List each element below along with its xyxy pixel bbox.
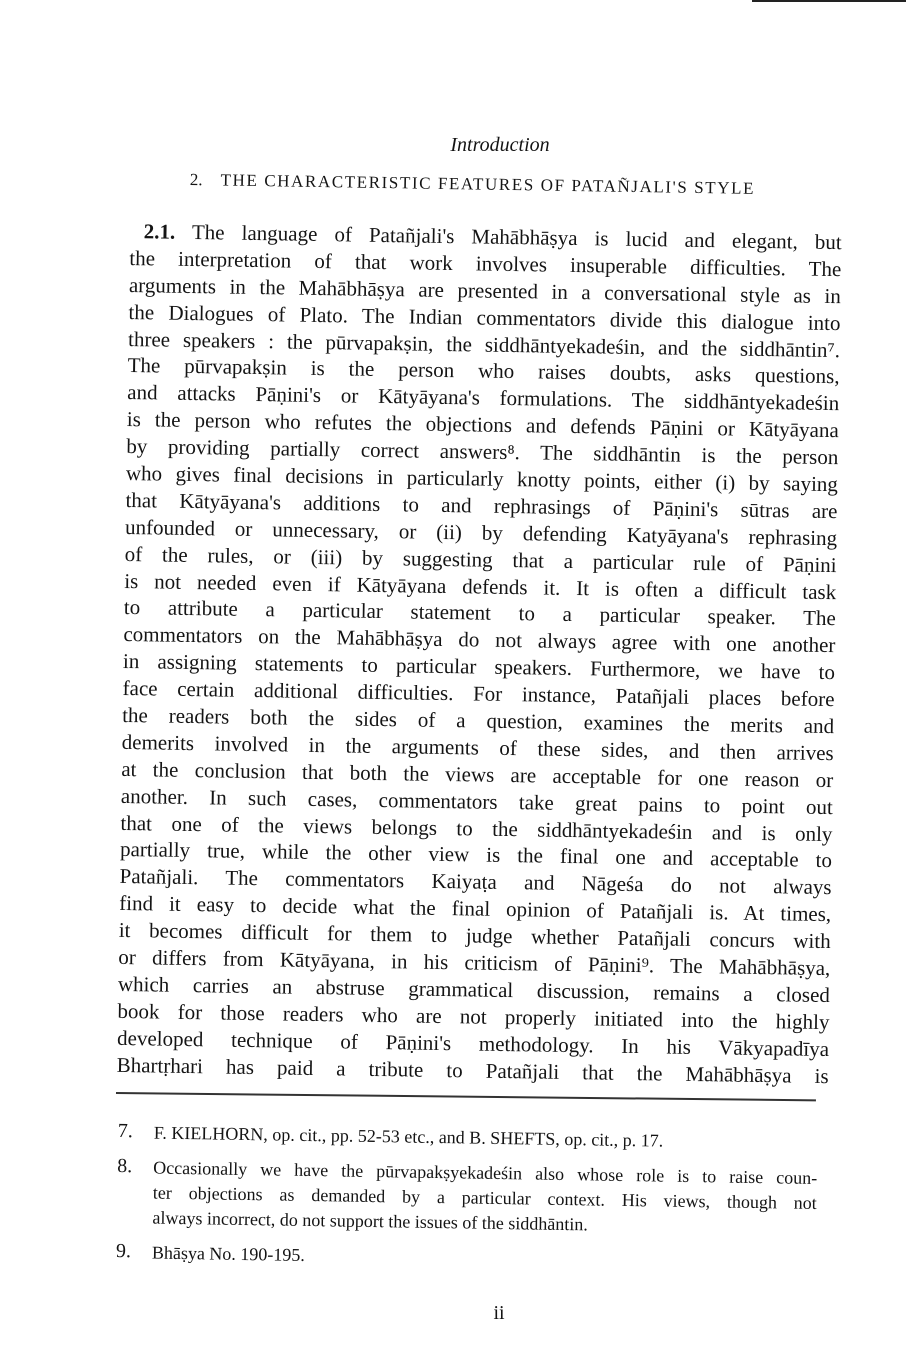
footnote-number: 7. [117, 1120, 133, 1143]
paragraph-line: arguments in the Mahābhāṣya are presented in a conversational style as in [128, 272, 842, 308]
paragraph-line: is the person who refutes the objections and defends Pāṇini or Kātyāyana [126, 407, 839, 443]
scan-edge-line [752, 0, 906, 2]
paragraph-line: partially true, while the other view is the final one and acceptable to [119, 837, 833, 873]
paragraph-line: of the rules, or (iii) by suggesting that a particular rule of Pāṇini [124, 541, 837, 577]
paragraph-line: it becomes difficult for them to judge whether Patañjali concurs with [118, 918, 831, 954]
section-number: 2. [189, 170, 203, 190]
paragraph-line: demerits involved in the arguments of these sides, and then arrives [121, 729, 834, 766]
footnote-divider [116, 1092, 816, 1101]
paragraph-line: by providing partially correct answers⁸. The siddhāntin is the person [126, 434, 839, 470]
paragraph-line-1: 2.1. The language of Patañjali's Mahābhāṣya is lucid and elegant, but [143, 219, 842, 255]
paragraph-line: who gives final decisions in particularly knotty points, either (i) by saying [125, 460, 839, 497]
running-header: Introduction [450, 134, 550, 156]
paragraph-line: Patañjali. The commentators Kaiyaṭa and Nāgeśa do not always [119, 864, 832, 900]
paragraph-line: to attribute a particular statement to a particular speaker. The [123, 595, 836, 631]
section-heading [190, 170, 830, 200]
footnote-line: always incorrect, do not support the issues of the siddhāntin. [152, 1207, 588, 1235]
footnote-line: Occasionally we have the pūrvapakṣyekadeśin also whose role is to raise coun- [153, 1157, 818, 1188]
footnote-9 [116, 1240, 816, 1276]
footnote-line: Bhāṣya No. 190-195. [151, 1242, 306, 1265]
footnote-8 [116, 1155, 817, 1241]
paragraph-line: find it easy to decide what the final opinion of Patañjali is. At times, [119, 891, 832, 927]
paragraph-number: 2.1. [143, 219, 176, 244]
paragraph-line: which carries an abstruse grammatical discussion, remains a closed [117, 971, 831, 1008]
footnotes [116, 1120, 818, 1286]
paragraph-line: in assigning statements to particular speakers. Furthermore, we have to [122, 649, 836, 685]
paragraph-line: that one of the views belongs to the siddhāntyekadeśin and is only [120, 810, 833, 846]
body-paragraph [116, 218, 841, 1090]
paragraph-line: three speakers : the pūrvapakṣin, the siddhāntyekadeśin, and the siddhāntin⁷. [127, 326, 841, 362]
footnote-7 [118, 1120, 818, 1156]
paragraph-line: face certain additional difficulties. For instance, Patañjali places before [122, 676, 835, 712]
paragraph-line: book for those readers who are not properly initiated into the highly [117, 998, 830, 1034]
paragraph-line: and attacks Pāṇini's or Kātyāyana's formulations. The siddhāntyekadeśin [127, 380, 840, 416]
paragraph-line: that Kātyāyana's additions to and rephrasings of Pāṇini's sūtras are [125, 487, 838, 524]
paragraph-line: The pūrvapakṣin is the person who raises doubts, asks questions, [127, 353, 840, 389]
paragraph-line: commentators on the Mahābhāṣya do not always agree with one another [123, 622, 836, 658]
paragraph-line: Bhartṛhari has paid a tribute to Patañjali that the Mahābhāṣya is [116, 1052, 829, 1088]
paragraph-line: the readers both the sides of a question, examines the merits and [122, 702, 835, 739]
page-number: ii [493, 1302, 505, 1324]
paragraph-line: unfounded or unnecessary, or (ii) by defending Katyāyana's rephrasing [124, 514, 838, 550]
paragraph-line: the interpretation of that work involves insuperable difficulties. The [129, 245, 842, 282]
paragraph-line: the Dialogues of Plato. The Indian commentators divide this dialogue into [128, 299, 841, 335]
paragraph-line: developed technique of Pāṇini's methodology. In his Vākyapadīya [116, 1025, 830, 1061]
footnote-line: ter objections as demanded by a particular context. His views, though not [152, 1182, 817, 1213]
paragraph-line: is not needed even if Kātyāyana defends it. It is often a difficult task [124, 568, 837, 604]
footnote-number: 9. [115, 1239, 132, 1263]
footnote-number: 8. [117, 1154, 133, 1178]
paragraph-line: another. In such cases, commentators take great pains to point out [120, 783, 834, 819]
footnote-line: F. KIELHORN, op. cit., pp. 52-53 etc., and B. SHEFTS, op. cit., p. 17. [153, 1122, 664, 1151]
paragraph-line: or differs from Kātyāyana, in his criticism of Pāṇini⁹. The Mahābhāṣya, [118, 944, 831, 981]
paragraph-line: at the conclusion that both the views are acceptable for one reason or [121, 756, 834, 792]
section-title: THE CHARACTERISTIC FEATURES OF PATAÑJALI'S STYLE [220, 170, 756, 198]
